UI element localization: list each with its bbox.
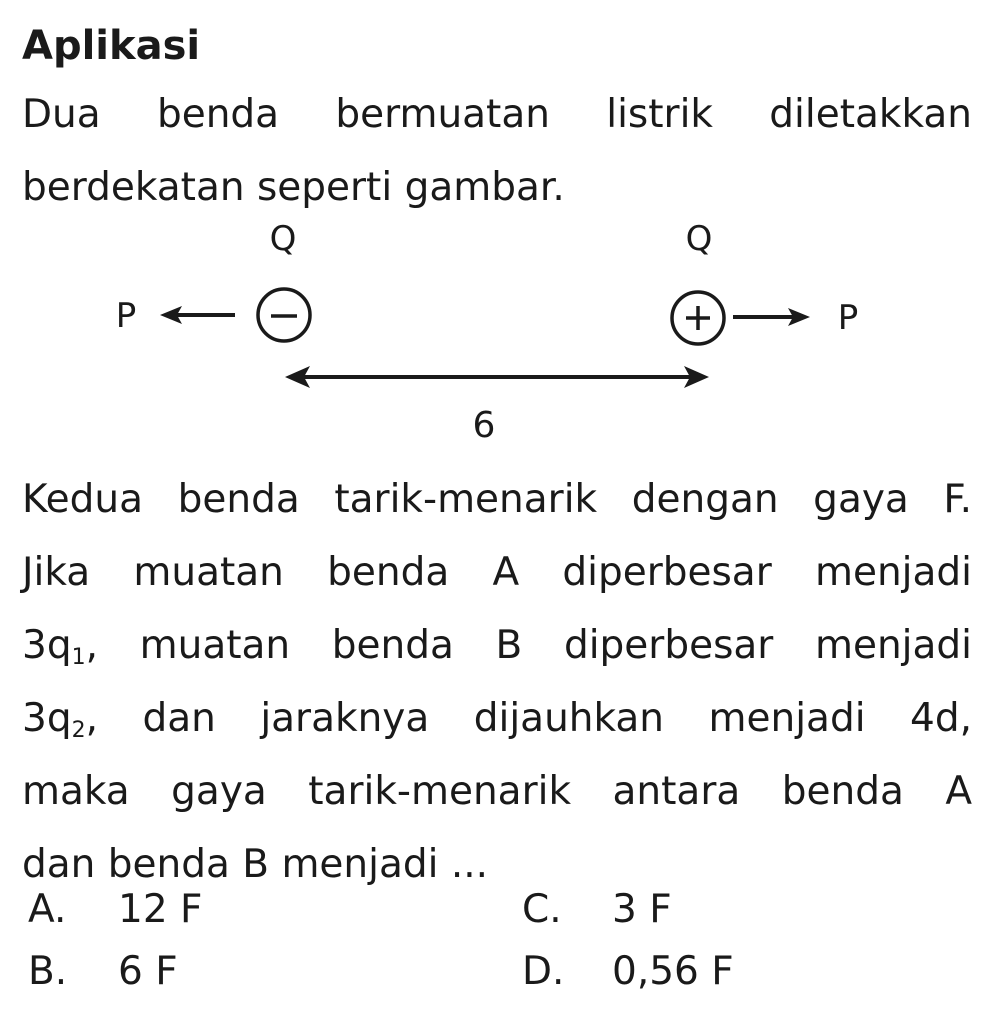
option-c[interactable]	[522, 880, 672, 940]
charge-a-subscript: 1	[71, 645, 86, 670]
question-line-4	[22, 682, 972, 755]
negative-charge	[258, 289, 310, 341]
option-letter: D.	[522, 949, 565, 994]
option-text: 0,56 F	[612, 949, 734, 994]
option-a[interactable]	[28, 880, 202, 940]
right-force-arrow	[733, 308, 810, 326]
option-letter: B.	[28, 949, 68, 994]
question-line-3-text: , muatan benda B diperbesar menjadi	[85, 623, 972, 668]
heading: Aplikasi	[22, 23, 201, 69]
option-d[interactable]	[522, 942, 734, 1002]
question-line-4-text: , dan jaraknya dijauhkan menjadi 4d,	[85, 696, 972, 741]
option-text: 3 F	[612, 887, 672, 932]
option-b[interactable]	[28, 942, 178, 1002]
question-line-2: Jika muatan benda A diperbesar menjadi	[22, 550, 972, 595]
question-line-6: dan benda B menjadi ...	[22, 842, 489, 887]
left-force-label: P	[115, 296, 137, 336]
question-line-3	[22, 609, 972, 682]
option-letter: C.	[522, 887, 562, 932]
charge-a-value: 3q	[22, 623, 72, 668]
option-letter: A.	[28, 887, 67, 932]
question-line-1: Kedua benda tarik-menarik dengan gaya F.	[22, 477, 972, 522]
left-charge-label: Q	[269, 219, 297, 259]
option-text: 12 F	[118, 887, 203, 932]
intro-line-2: berdekatan seperti gambar.	[22, 165, 565, 210]
positive-charge	[672, 292, 724, 344]
distance-arrow	[285, 366, 709, 388]
charge-b-value: 3q	[22, 696, 72, 741]
question-paragraph	[22, 463, 972, 901]
right-force-label: P	[837, 298, 859, 338]
question-line-5: maka gaya tarik-menarik antara benda A	[22, 769, 972, 814]
answer-options	[22, 880, 972, 1010]
charge-diagram	[0, 200, 997, 460]
distance-label: 6	[472, 405, 496, 446]
option-text: 6 F	[118, 949, 178, 994]
intro-line-1: Dua benda bermuatan listrik diletakkan	[22, 92, 972, 137]
charge-b-subscript: 2	[71, 718, 86, 743]
left-force-arrow	[160, 306, 235, 324]
right-charge-label: Q	[685, 219, 713, 259]
